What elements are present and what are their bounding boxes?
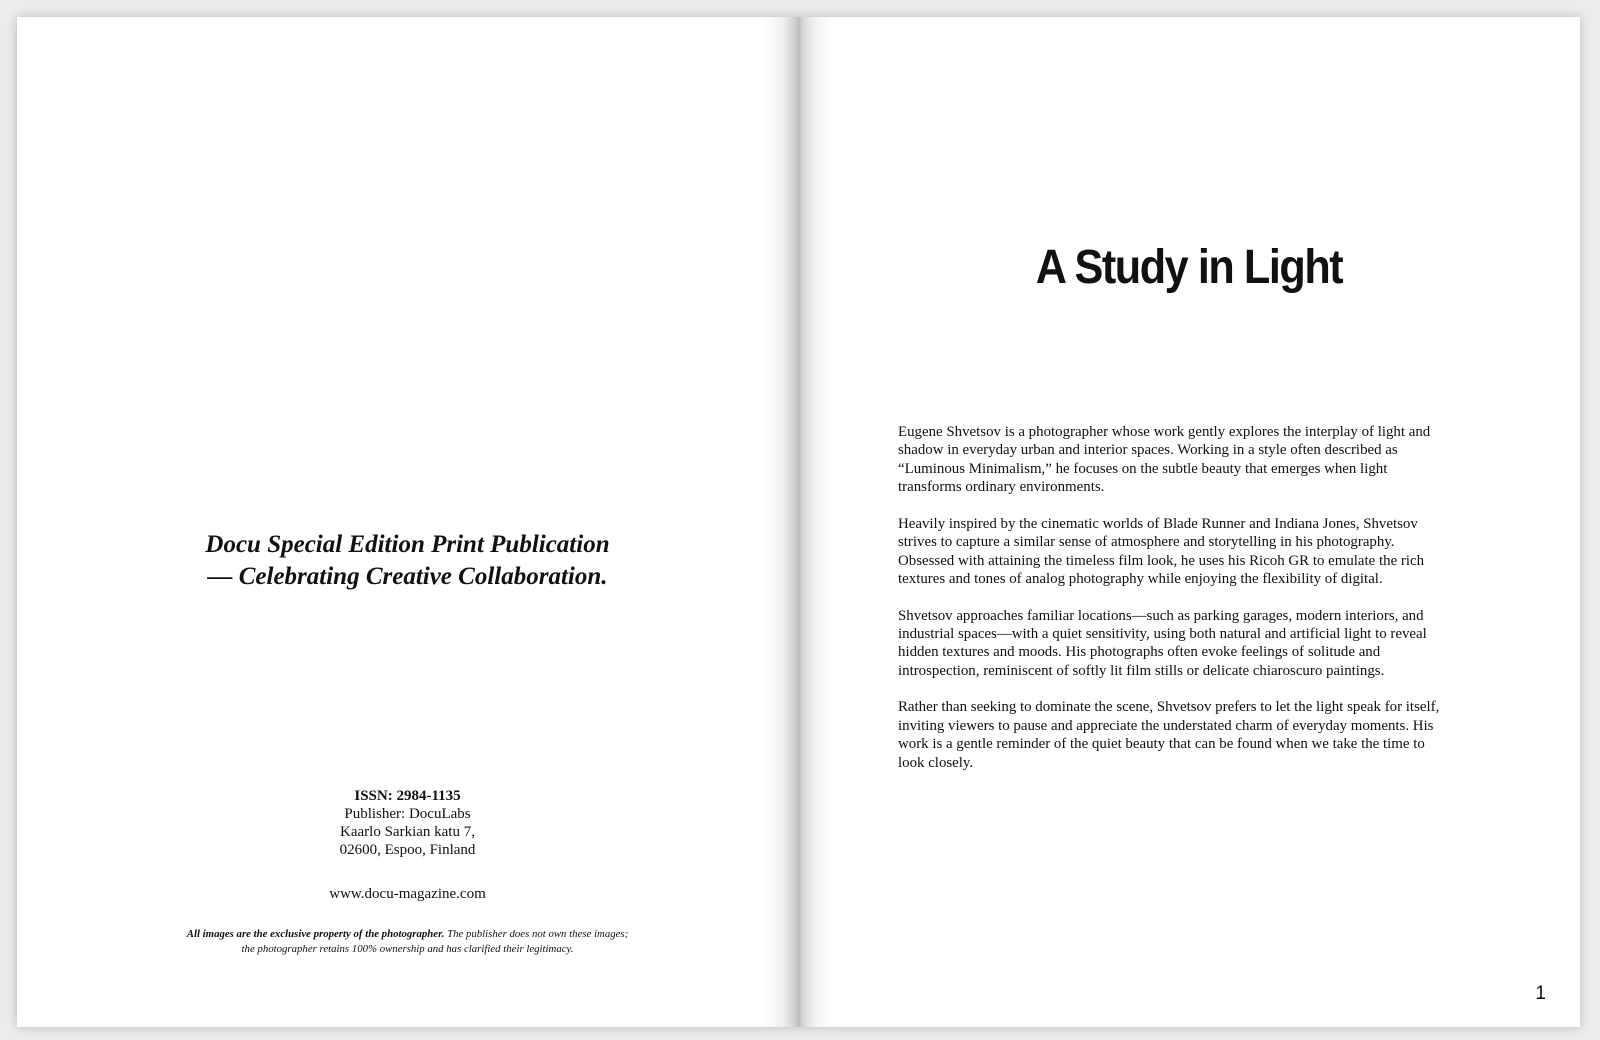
disclaimer-bold: All images are the exclusive property of the photographer. (186, 928, 445, 940)
tagline-line-2: — Celebrating Creative Collaboration. (207, 563, 608, 590)
paragraph-1: Eugene Shvetsov is a photographer whose work gently explores the interplay of light and shadow in everyday urban and interior spaces. Working in a style often described as “Luminous Minimalism,” he focuses on the subtle beauty that emerges when light transforms ordinary environments. (898, 424, 1431, 496)
issn: ISSN: 2984-1135 (354, 788, 461, 804)
article-body (898, 423, 1446, 790)
colophon (17, 787, 798, 859)
article-title: A Study in Light (1035, 241, 1343, 294)
paragraph-4: Rather than seeking to dominate the scene, Shvetsov prefers to let the light speak for itself, inviting viewers to pause and appreciate the understated charm of everyday moments. His work is a gentle reminder of the quiet beauty that can be found when we take the time to look closely. (898, 699, 1440, 771)
address-line-1: Kaarlo Sarkian katu 7, (340, 824, 475, 840)
left-page (17, 17, 798, 1027)
disclaimer-line-2: the photographer retains 100% ownership and has clarified their legitimacy. (241, 943, 574, 955)
disclaimer-rest: The publisher does not own these images; (447, 928, 629, 940)
page-number: 1 (1535, 983, 1546, 1004)
publisher: Publisher: DocuLabs (344, 806, 471, 822)
image-rights-disclaimer (17, 927, 798, 957)
address-line-2: 02600, Espoo, Finland (339, 842, 476, 858)
edition-tagline (17, 529, 798, 593)
tagline-line-1: Docu Special Edition Print Publication (205, 531, 610, 558)
paragraph-2: Heavily inspired by the cinematic worlds of Blade Runner and Indiana Jones, Shvetsov strives to capture a similar sense of atmosphere and storytelling in his photography. Obsessed with attaining the timeless film look, he uses his Ricoh GR to emulate the rich textures and tones of analog photography while enjoying the flexibility of digital. (898, 515, 1425, 588)
website-url: www.docu-magazine.com (329, 886, 486, 902)
paragraph-3: Shvetsov approaches familiar locations—such as parking garages, modern interiors, and industrial spaces—with a quiet sensitivity, using both natural and artificial light to reveal hidden textures and moods. His photographs often evoke feelings of solitude and introspection, reminiscent of softly lit film stills or delicate chiaroscuro paintings. (898, 607, 1427, 679)
